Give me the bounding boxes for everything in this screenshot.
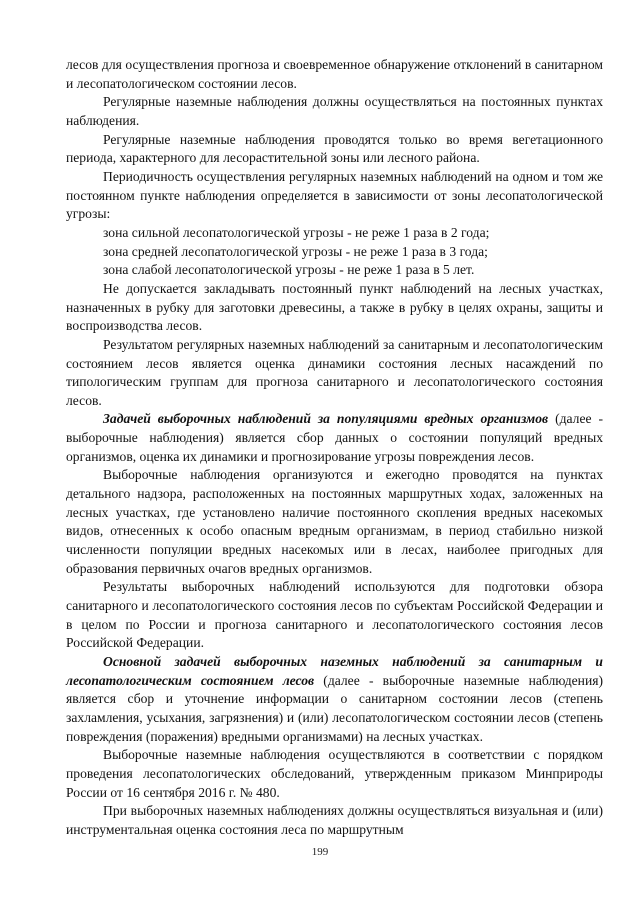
- paragraph: Регулярные наземные наблюдения проводятся только во время вегетационного периода, характерного для лесорастительной зоны или лесного района.: [66, 131, 603, 166]
- paragraph: [66, 653, 603, 746]
- list-item: зона слабой лесопатологической угрозы - не реже 1 раза в 5 лет.: [103, 262, 475, 278]
- paragraph: лесов для осуществления прогноза и своевременное обнаружение отклонений в санитарном и лесопатологическом состоянии лесов.: [66, 57, 603, 91]
- paragraph: Выборочные наземные наблюдения осуществляются в соответствии с порядком проведения лесопатологических обследований, утвержденным приказом Минприроды России от 16 сентября 2016 г. № 480.: [66, 747, 603, 800]
- paragraph: Не допускается закладывать постоянный пункт наблюдений на лесных участках, назначенных в рубку для заготовки древесины, а также в рубку в целях охраны, защиты и воспроизводства лесов.: [66, 280, 603, 334]
- paragraph: [66, 410, 603, 466]
- document-page: [66, 56, 603, 840]
- paragraph: Периодичность осуществления регулярных наземных наблюдений на одном и том же постоянном пункте наблюдения определяется в зависимости от зоны лесопатологической угрозы:: [66, 168, 603, 222]
- list-item: зона средней лесопатологической угрозы - не реже 1 раза в 3 года;: [103, 243, 488, 259]
- bold-italic-term: Задачей выборочных наблюдений за популяциями вредных организмов: [103, 411, 549, 427]
- paragraph: При выборочных наземных наблюдениях должны осуществляться визуальная и (или) инструментальная оценка состояния леса по маршрутным: [66, 803, 603, 837]
- list-item: зона сильной лесопатологической угрозы - не реже 1 раза в 2 года;: [103, 224, 490, 240]
- paragraph: Выборочные наблюдения организуются и ежегодно проводятся на пунктах детального надзора, расположенных на постоянных маршрутных ходах, заложенных на лесных участках, где установлено наличие постоянного скопления вредных насекомых видов, отнесенных к особо опасным вредным организмам, в период стабильно низкой численности популяции вредных насекомых или в лесах, наиболее пригодных для образования первичных очагов вредных организмов.: [66, 467, 603, 576]
- paragraph: Регулярные наземные наблюдения должны осуществляться на постоянных пунктах наблюдения.: [66, 94, 603, 128]
- page-number: 199: [311, 846, 329, 858]
- paragraph: Результаты выборочных наблюдений используются для подготовки обзора санитарного и лесопатологического состояния лесов по субъектам Российской Федерации и в целом по России и прогноза санитарного и лесопатологического состояния лесов Российской Федерации.: [66, 579, 603, 651]
- bold-italic-term: Основной задачей выборочных наземных наблюдений за санитарным и лесопатологическим состоянием лесов: [66, 654, 603, 688]
- paragraph: Результатом регулярных наземных наблюдений за санитарным и лесопатологическим состоянием лесов является оценка динамики состояния лесных насаждений по типологическим группам для прогноза санитарного и лесопатологического состояния лесов.: [66, 336, 603, 408]
- paragraph-text: (далее - выборочные наземные наблюдения) является сбор и уточнение информации о санитарном состоянии лесов (степень захламления, усыхания, загрязнения) и (или) лесопатологическом состоянии лесов (степень повреждения (поражения) вредными организмами) на лесных участках.: [66, 672, 604, 744]
- paragraph-text: (далее - выборочные наблюдения) является сбор данных о состоянии популяций вредных организмов, оценка их динамики и прогнозирование угрозы повреждения лесов.: [66, 411, 604, 464]
